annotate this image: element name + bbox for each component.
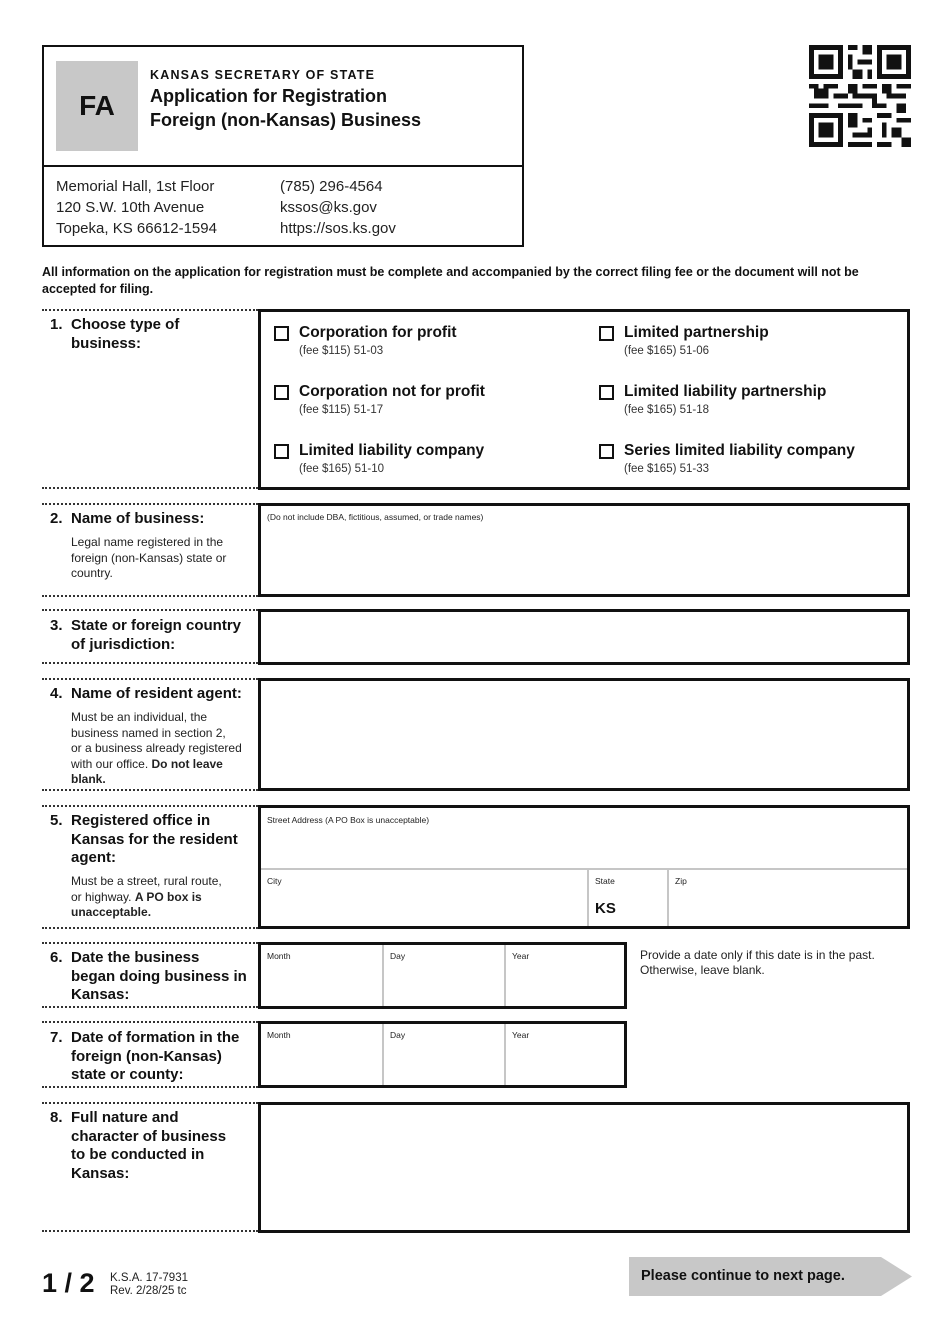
note-bold: unacceptable. xyxy=(71,905,152,919)
section-divider xyxy=(42,1102,258,1104)
section-divider xyxy=(42,609,258,611)
date-formation-box xyxy=(258,1021,627,1088)
note-line: Otherwise, leave blank. xyxy=(640,963,765,977)
header-box xyxy=(42,45,524,247)
section-5-title xyxy=(71,812,238,868)
continue-label: Please continue to next page. xyxy=(641,1268,845,1284)
section-4-number: 4. xyxy=(50,685,63,702)
option-fee: (fee $115) 51-17 xyxy=(299,404,384,416)
section-divider xyxy=(42,1086,258,1088)
note-line: business named in section 2, xyxy=(71,725,226,740)
section-4-title: Name of resident agent: xyxy=(71,685,242,702)
checkbox[interactable] xyxy=(599,385,614,400)
year-label: Year xyxy=(512,951,530,961)
checkbox[interactable] xyxy=(274,326,289,341)
note-line: Must be an individual, the xyxy=(71,710,208,724)
section-divider xyxy=(42,595,258,597)
checkbox[interactable] xyxy=(274,385,289,400)
section-5-number: 5. xyxy=(50,812,63,829)
date-formation-day-field[interactable] xyxy=(384,1024,504,1085)
day-label: Day xyxy=(390,1030,406,1040)
section-5-note xyxy=(71,874,222,921)
option-label: Corporation for profit xyxy=(299,324,457,341)
section-divider xyxy=(42,309,258,311)
filing-notice: All information on the application for registration must be complete and accompanied by the correct filing fee or the document will not be accepted for filing. xyxy=(42,265,859,296)
section-divider xyxy=(42,678,258,680)
option-label: Limited liability partnership xyxy=(624,383,827,400)
note-line: with our office. xyxy=(71,756,152,771)
section-7-title xyxy=(71,1029,239,1085)
date-side-note xyxy=(640,948,875,978)
statute: K.S.A. 17-7931 xyxy=(110,1272,188,1284)
section-divider xyxy=(42,805,258,807)
section-2-number: 2. xyxy=(50,510,63,527)
website-link[interactable]: https://sos.ks.gov xyxy=(280,220,396,237)
form-code-badge: FA xyxy=(56,61,138,151)
business-name-hint: (Do not include DBA, fictitious, assumed, or trade names) xyxy=(267,512,484,522)
checkbox[interactable] xyxy=(599,444,614,459)
date-formation-year-field[interactable] xyxy=(506,1024,624,1085)
section-8-title-line: Full nature and xyxy=(71,1109,179,1126)
section-6-title-line: began doing business in xyxy=(71,967,247,985)
date-formation-month-field[interactable] xyxy=(261,1024,382,1085)
note-line: Must be a street, rural route, xyxy=(71,874,222,888)
city-field[interactable] xyxy=(261,870,587,926)
note-line: country. xyxy=(71,566,113,580)
address-line: Memorial Hall, 1st Floor xyxy=(56,178,215,195)
zip-field[interactable] xyxy=(669,870,907,926)
section-8-title xyxy=(71,1109,226,1183)
registered-office-box xyxy=(258,805,910,929)
section-divider xyxy=(42,662,258,664)
date-began-day-field[interactable] xyxy=(384,945,504,1006)
jurisdiction-field[interactable] xyxy=(258,609,910,665)
section-divider xyxy=(42,789,258,791)
address-line: Topeka, KS 66612-1594 xyxy=(56,220,217,237)
section-divider xyxy=(42,927,258,929)
option-fee: (fee $165) 51-06 xyxy=(624,345,710,357)
option-fee: (fee $165) 51-33 xyxy=(624,463,710,475)
form-title-line2: Foreign (non-Kansas) Business xyxy=(150,110,422,130)
section-5-title-line: agent: xyxy=(71,849,116,866)
section-6-title xyxy=(71,949,247,1005)
header-title-area xyxy=(44,47,522,167)
section-divider xyxy=(42,1006,258,1008)
section-7-title-line: Date of formation in the xyxy=(71,1029,240,1046)
phone: (785) 296-4564 xyxy=(280,178,383,195)
note-bold: Do not leave xyxy=(151,756,223,771)
note-line: Legal name registered in the xyxy=(71,535,224,549)
business-name-field[interactable] xyxy=(258,503,910,597)
form-title-line1: Application for Registration xyxy=(150,86,388,106)
section-4-note xyxy=(71,710,242,788)
section-8-title-line: to be conducted in xyxy=(71,1146,205,1163)
section-divider xyxy=(42,942,258,944)
month-label: Month xyxy=(267,951,291,961)
option-label: Series limited liability company xyxy=(624,442,855,459)
qr-code-icon xyxy=(808,45,912,147)
option-label: Limited liability company xyxy=(299,442,485,459)
date-began-month-field[interactable] xyxy=(261,945,382,1006)
business-type-box xyxy=(258,309,910,490)
section-7-title-line: state or county: xyxy=(71,1066,184,1083)
section-2-note xyxy=(71,535,226,582)
section-3-title-line: of jurisdiction: xyxy=(71,635,176,653)
section-6-title-line: Date the business xyxy=(71,949,200,966)
checkbox[interactable] xyxy=(599,326,614,341)
note-line: or a business already registered xyxy=(71,741,242,755)
section-1-title-line: business: xyxy=(71,334,142,352)
section-5-title-line: Kansas for the resident xyxy=(71,830,238,848)
day-label: Day xyxy=(390,951,406,961)
resident-agent-field[interactable] xyxy=(258,678,910,791)
checkbox[interactable] xyxy=(274,444,289,459)
section-3-title xyxy=(71,617,241,654)
section-1-title-line: Choose type of xyxy=(71,316,180,333)
address-line: 120 S.W. 10th Avenue xyxy=(56,199,205,216)
section-7-title-line: foreign (non-Kansas) xyxy=(71,1047,222,1065)
revision: Rev. 2/28/25 tc xyxy=(110,1284,187,1297)
option-fee: (fee $115) 51-03 xyxy=(299,345,384,357)
section-6-number: 6. xyxy=(50,949,63,966)
section-divider xyxy=(42,487,258,489)
section-7-number: 7. xyxy=(50,1029,63,1046)
section-2-title: Name of business: xyxy=(71,510,205,527)
section-8-number: 8. xyxy=(50,1109,63,1126)
agency-name: KANSAS SECRETARY OF STATE xyxy=(150,68,376,82)
zip-label: Zip xyxy=(675,876,687,886)
street-address-label: Street Address (A PO Box is unacceptable) xyxy=(267,815,430,825)
year-label: Year xyxy=(512,1030,530,1040)
note-line: Provide a date only if this date is in the past. xyxy=(640,948,875,962)
state-value: KS xyxy=(595,900,616,917)
note-line: foreign (non-Kansas) state or xyxy=(71,550,227,565)
section-divider xyxy=(42,503,258,505)
business-nature-field[interactable] xyxy=(258,1102,910,1233)
state-label: State xyxy=(595,876,615,886)
note-bold: blank. xyxy=(71,772,106,786)
option-fee: (fee $165) 51-18 xyxy=(624,404,710,416)
page-number: 1 / 2 xyxy=(42,1268,95,1298)
date-began-year-field[interactable] xyxy=(506,945,624,1006)
option-label: Limited partnership xyxy=(624,324,769,341)
section-8-title-line: character of business xyxy=(71,1127,227,1145)
continue-next-page-banner xyxy=(629,1257,912,1296)
street-address-field[interactable] xyxy=(261,808,907,868)
date-began-box xyxy=(258,942,627,1009)
section-8-title-line: Kansas: xyxy=(71,1164,130,1182)
option-fee: (fee $165) 51-10 xyxy=(299,463,385,475)
section-divider xyxy=(42,1021,258,1023)
note-line: or highway. xyxy=(71,889,135,904)
email-link[interactable]: kssos@ks.gov xyxy=(280,199,377,216)
state-field[interactable] xyxy=(589,870,667,926)
section-5-title-line: Registered office in xyxy=(71,812,211,829)
section-6-title-line: Kansas: xyxy=(71,986,130,1003)
section-1-number: 1. xyxy=(50,316,63,333)
section-3-title-line: State or foreign country xyxy=(71,617,242,634)
section-1-title xyxy=(71,316,179,353)
month-label: Month xyxy=(267,1030,291,1040)
option-label: Corporation not for profit xyxy=(299,383,485,400)
statute-reference xyxy=(110,1272,188,1297)
note-bold: A PO box is xyxy=(134,889,202,904)
section-3-number: 3. xyxy=(50,617,63,634)
city-label: City xyxy=(267,876,282,886)
section-divider xyxy=(42,1230,258,1232)
